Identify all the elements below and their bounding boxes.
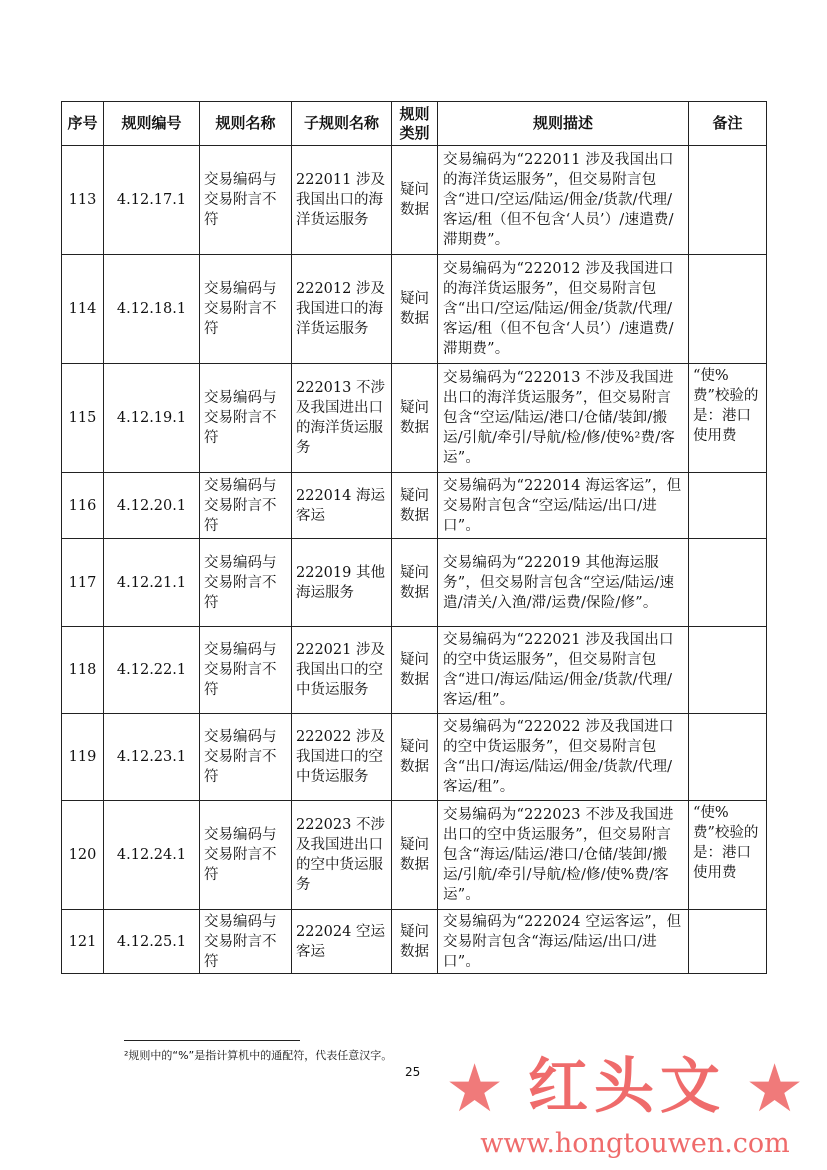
table-row: [62, 714, 767, 801]
row-no: 116: [62, 473, 104, 539]
row-name: 交易编码与交易附言不符: [200, 627, 292, 714]
row-code: 4.12.23.1: [104, 714, 200, 801]
row-note: [689, 146, 767, 255]
row-description: 交易编码为“222023 不涉及我国进出口的空中货运服务”，但交易附言包含“海运/陆运/港口/仓储/装卸/搬运/引航/牵引/导航/检/修/使%费/客运”。: [438, 801, 689, 910]
row-sub: 222024 空运客运: [292, 910, 392, 974]
row-sub: 222019 其他海运服务: [292, 539, 392, 627]
row-sub: 222011 涉及我国出口的海洋货运服务: [292, 146, 392, 255]
row-name: 交易编码与交易附言不符: [200, 146, 292, 255]
header-sub: 子规则名称: [292, 102, 392, 146]
table-row: [62, 473, 767, 539]
table-row: [62, 255, 767, 364]
row-code: 4.12.24.1: [104, 801, 200, 910]
row-note: “使%费”校验的是：港口使用费: [689, 364, 767, 473]
row-name: 交易编码与交易附言不符: [200, 255, 292, 364]
row-code: 4.12.20.1: [104, 473, 200, 539]
row-no: 120: [62, 801, 104, 910]
row-sub: 222023 不涉及我国进出口的空中货运服务: [292, 801, 392, 910]
watermark-star-right-icon: ★: [745, 1050, 805, 1127]
row-category: 疑问数据: [392, 473, 438, 539]
header-cat: 规则类别: [392, 102, 438, 146]
row-description: 交易编码为“222014 海运客运”，但交易附言包含“空运/陆运/出口/进口”。: [438, 473, 689, 539]
header-no: 序号: [62, 102, 104, 146]
row-code: 4.12.22.1: [104, 627, 200, 714]
row-code: 4.12.25.1: [104, 910, 200, 974]
watermark-url: www.hongtouwen.com: [480, 1128, 790, 1159]
header-name: 规则名称: [200, 102, 292, 146]
table-row: [62, 364, 767, 473]
row-category: 疑问数据: [392, 146, 438, 255]
row-note: [689, 255, 767, 364]
row-sub: 222014 海运客运: [292, 473, 392, 539]
row-description: 交易编码为“222022 涉及我国进口的空中货运服务”，但交易附言包含“出口/海运/陆运/佣金/货款/代理/客运/租”。: [438, 714, 689, 801]
row-sub: 222012 涉及我国进口的海洋货运服务: [292, 255, 392, 364]
row-name: 交易编码与交易附言不符: [200, 714, 292, 801]
rules-table: [61, 101, 767, 974]
row-code: 4.12.19.1: [104, 364, 200, 473]
row-code: 4.12.21.1: [104, 539, 200, 627]
row-description: 交易编码为“222019 其他海运服务”，但交易附言包含“空运/陆运/速遣/清关/入渔/滞/运费/保险/修”。: [438, 539, 689, 627]
row-description: 交易编码为“222013 不涉及我国进出口的海洋货运服务”，但交易附言包含“空运/陆运/港口/仓储/装卸/搬运/引航/牵引/导航/检/修/使%²费/客运”。: [438, 364, 689, 473]
row-category: 疑问数据: [392, 910, 438, 974]
row-description: 交易编码为“222021 涉及我国出口的空中货运服务”，但交易附言包含“进口/海运/陆运/佣金/货款/代理/客运/租”。: [438, 627, 689, 714]
row-note: [689, 539, 767, 627]
row-sub: 222021 涉及我国出口的空中货运服务: [292, 627, 392, 714]
row-category: 疑问数据: [392, 627, 438, 714]
row-no: 115: [62, 364, 104, 473]
row-name: 交易编码与交易附言不符: [200, 473, 292, 539]
row-code: 4.12.18.1: [104, 255, 200, 364]
row-no: 117: [62, 539, 104, 627]
watermark: [445, 1050, 825, 1170]
header-note: 备注: [689, 102, 767, 146]
page-number: 25: [405, 1065, 421, 1079]
header-code: 规则编号: [104, 102, 200, 146]
row-note: [689, 627, 767, 714]
table-row: [62, 539, 767, 627]
row-category: 疑问数据: [392, 255, 438, 364]
row-no: 113: [62, 146, 104, 255]
row-name: 交易编码与交易附言不符: [200, 364, 292, 473]
row-category: 疑问数据: [392, 364, 438, 473]
row-category: 疑问数据: [392, 539, 438, 627]
watermark-text: 红头文: [528, 1052, 726, 1122]
row-no: 121: [62, 910, 104, 974]
row-note: [689, 910, 767, 974]
row-code: 4.12.17.1: [104, 146, 200, 255]
row-note: [689, 473, 767, 539]
table-header-row: [62, 102, 767, 146]
watermark-star-left-icon: ★: [445, 1050, 505, 1127]
table-row: [62, 146, 767, 255]
row-no: 118: [62, 627, 104, 714]
row-category: 疑问数据: [392, 714, 438, 801]
row-name: 交易编码与交易附言不符: [200, 910, 292, 974]
row-no: 119: [62, 714, 104, 801]
header-desc: 规则描述: [438, 102, 689, 146]
row-description: 交易编码为“222024 空运客运”，但交易附言包含“海运/陆运/出口/进口”。: [438, 910, 689, 974]
row-name: 交易编码与交易附言不符: [200, 801, 292, 910]
row-sub: 222013 不涉及我国进出口的海洋货运服务: [292, 364, 392, 473]
footnote-divider: [124, 1040, 300, 1041]
table-row: [62, 910, 767, 974]
row-name: 交易编码与交易附言不符: [200, 539, 292, 627]
row-note: “使%费”校验的是：港口使用费: [689, 801, 767, 910]
row-description: 交易编码为“222012 涉及我国进口的海洋货运服务”，但交易附言包含“出口/空运/陆运/佣金/货款/代理/客运/租（但不包含‘人员’）/速遣费/滞期费”。: [438, 255, 689, 364]
footnote: ²规则中的“%”是指计算机中的通配符，代表任意汉字。: [124, 1049, 393, 1062]
row-description: 交易编码为“222011 涉及我国出口的海洋货运服务”，但交易附言包含“进口/空运/陆运/佣金/货款/代理/客运/租（但不包含‘人员’）/速遣费/滞期费”。: [438, 146, 689, 255]
row-note: [689, 714, 767, 801]
table-row: [62, 801, 767, 910]
row-category: 疑问数据: [392, 801, 438, 910]
table-row: [62, 627, 767, 714]
row-sub: 222022 涉及我国进口的空中货运服务: [292, 714, 392, 801]
row-no: 114: [62, 255, 104, 364]
